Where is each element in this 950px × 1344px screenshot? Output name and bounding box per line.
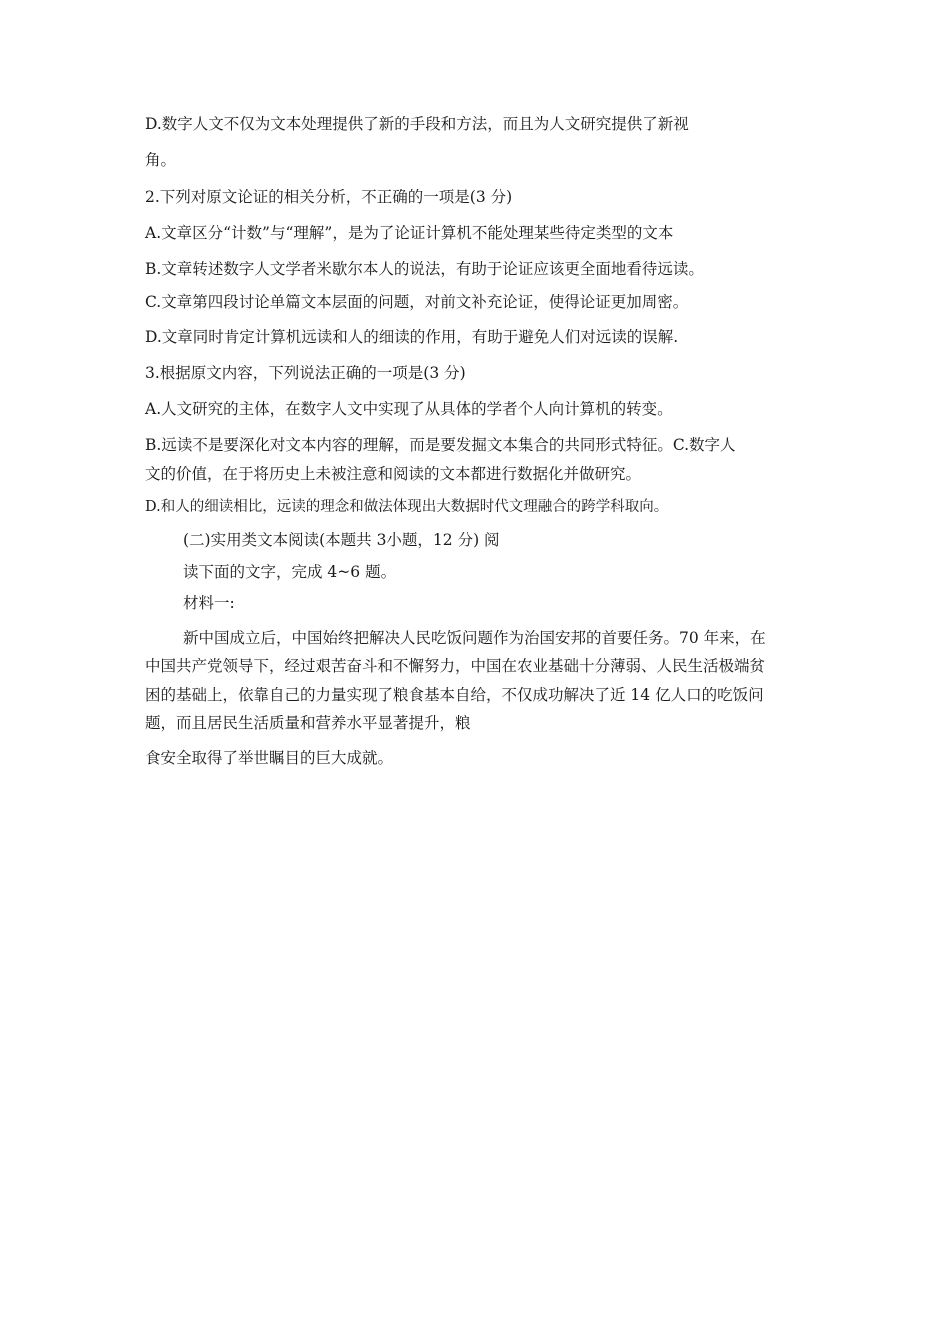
q1-option-d-line1: D.数字人文不仅为文本处理提供了新的手段和方法，而且为人文研究提供了新视 bbox=[145, 115, 689, 133]
material1-line5: 食安全取得了举世瞩目的巨大成就。 bbox=[145, 749, 394, 767]
section2-instruction: 读下面的文字，完成 4~6 题。 bbox=[183, 563, 397, 581]
q1-option-d-line2: 角。 bbox=[145, 151, 177, 169]
q2-option-a: A.文章区分“计数”与“理解”，是为了论证计算机不能处理某些待定类型的文本 bbox=[145, 224, 674, 242]
material1-line3: 困的基础上，依靠自己的力量实现了粮食基本自给，不仅成功解决了近 14 亿人口的吃饭问 bbox=[145, 686, 764, 704]
q3-stem: 3.根据原文内容，下列说法正确的一项是(3 分) bbox=[145, 364, 466, 382]
material1-line2: 中国共产党领导下，经过艰苦奋斗和不懈努力，中国在农业基础十分薄弱、人民生活极端贫 bbox=[145, 657, 766, 675]
q3-option-b-line1: B.远读不是要深化对文本内容的理解，而是要发掘文本集合的共同形式特征。C.数字人 bbox=[145, 436, 736, 454]
material-label: 材料一: bbox=[183, 594, 235, 612]
q2-option-b: B.文章转述数字人文学者米歇尔本人的说法，有助于论证应该更全面地看待远读。 bbox=[145, 260, 704, 278]
q3-option-a: A.人文研究的主体，在数字人文中实现了从具体的学者个人向计算机的转变。 bbox=[145, 400, 673, 418]
q3-option-d: D.和人的细读相比，远读的理念和做法体现出大数据时代文理融合的跨学科取向。 bbox=[145, 499, 669, 515]
q2-stem: 2.下列对原文论证的相关分析，不正确的一项是(3 分) bbox=[145, 188, 513, 206]
material1-line4: 题，而且居民生活质量和营养水平显著提升，粮 bbox=[145, 714, 471, 732]
section2-heading: (二)实用类文本阅读(本题共 3小题，12 分) 阅 bbox=[183, 531, 500, 549]
q2-option-d: D.文章同时肯定计算机远读和人的细读的作用，有助于避免人们对远读的误解. bbox=[145, 328, 679, 346]
q2-option-c: C.文章第四段讨论单篇文本层面的问题，对前文补充论证，使得论证更加周密。 bbox=[145, 293, 689, 311]
material1-line1: 新中国成立后，中国始终把解决人民吃饭问题作为治国安邦的首要任务。70 年来，在 bbox=[183, 629, 766, 647]
q3-option-b-line2: 文的价值，在于将历史上未被注意和阅读的文本都进行数据化并做研究。 bbox=[145, 465, 642, 483]
